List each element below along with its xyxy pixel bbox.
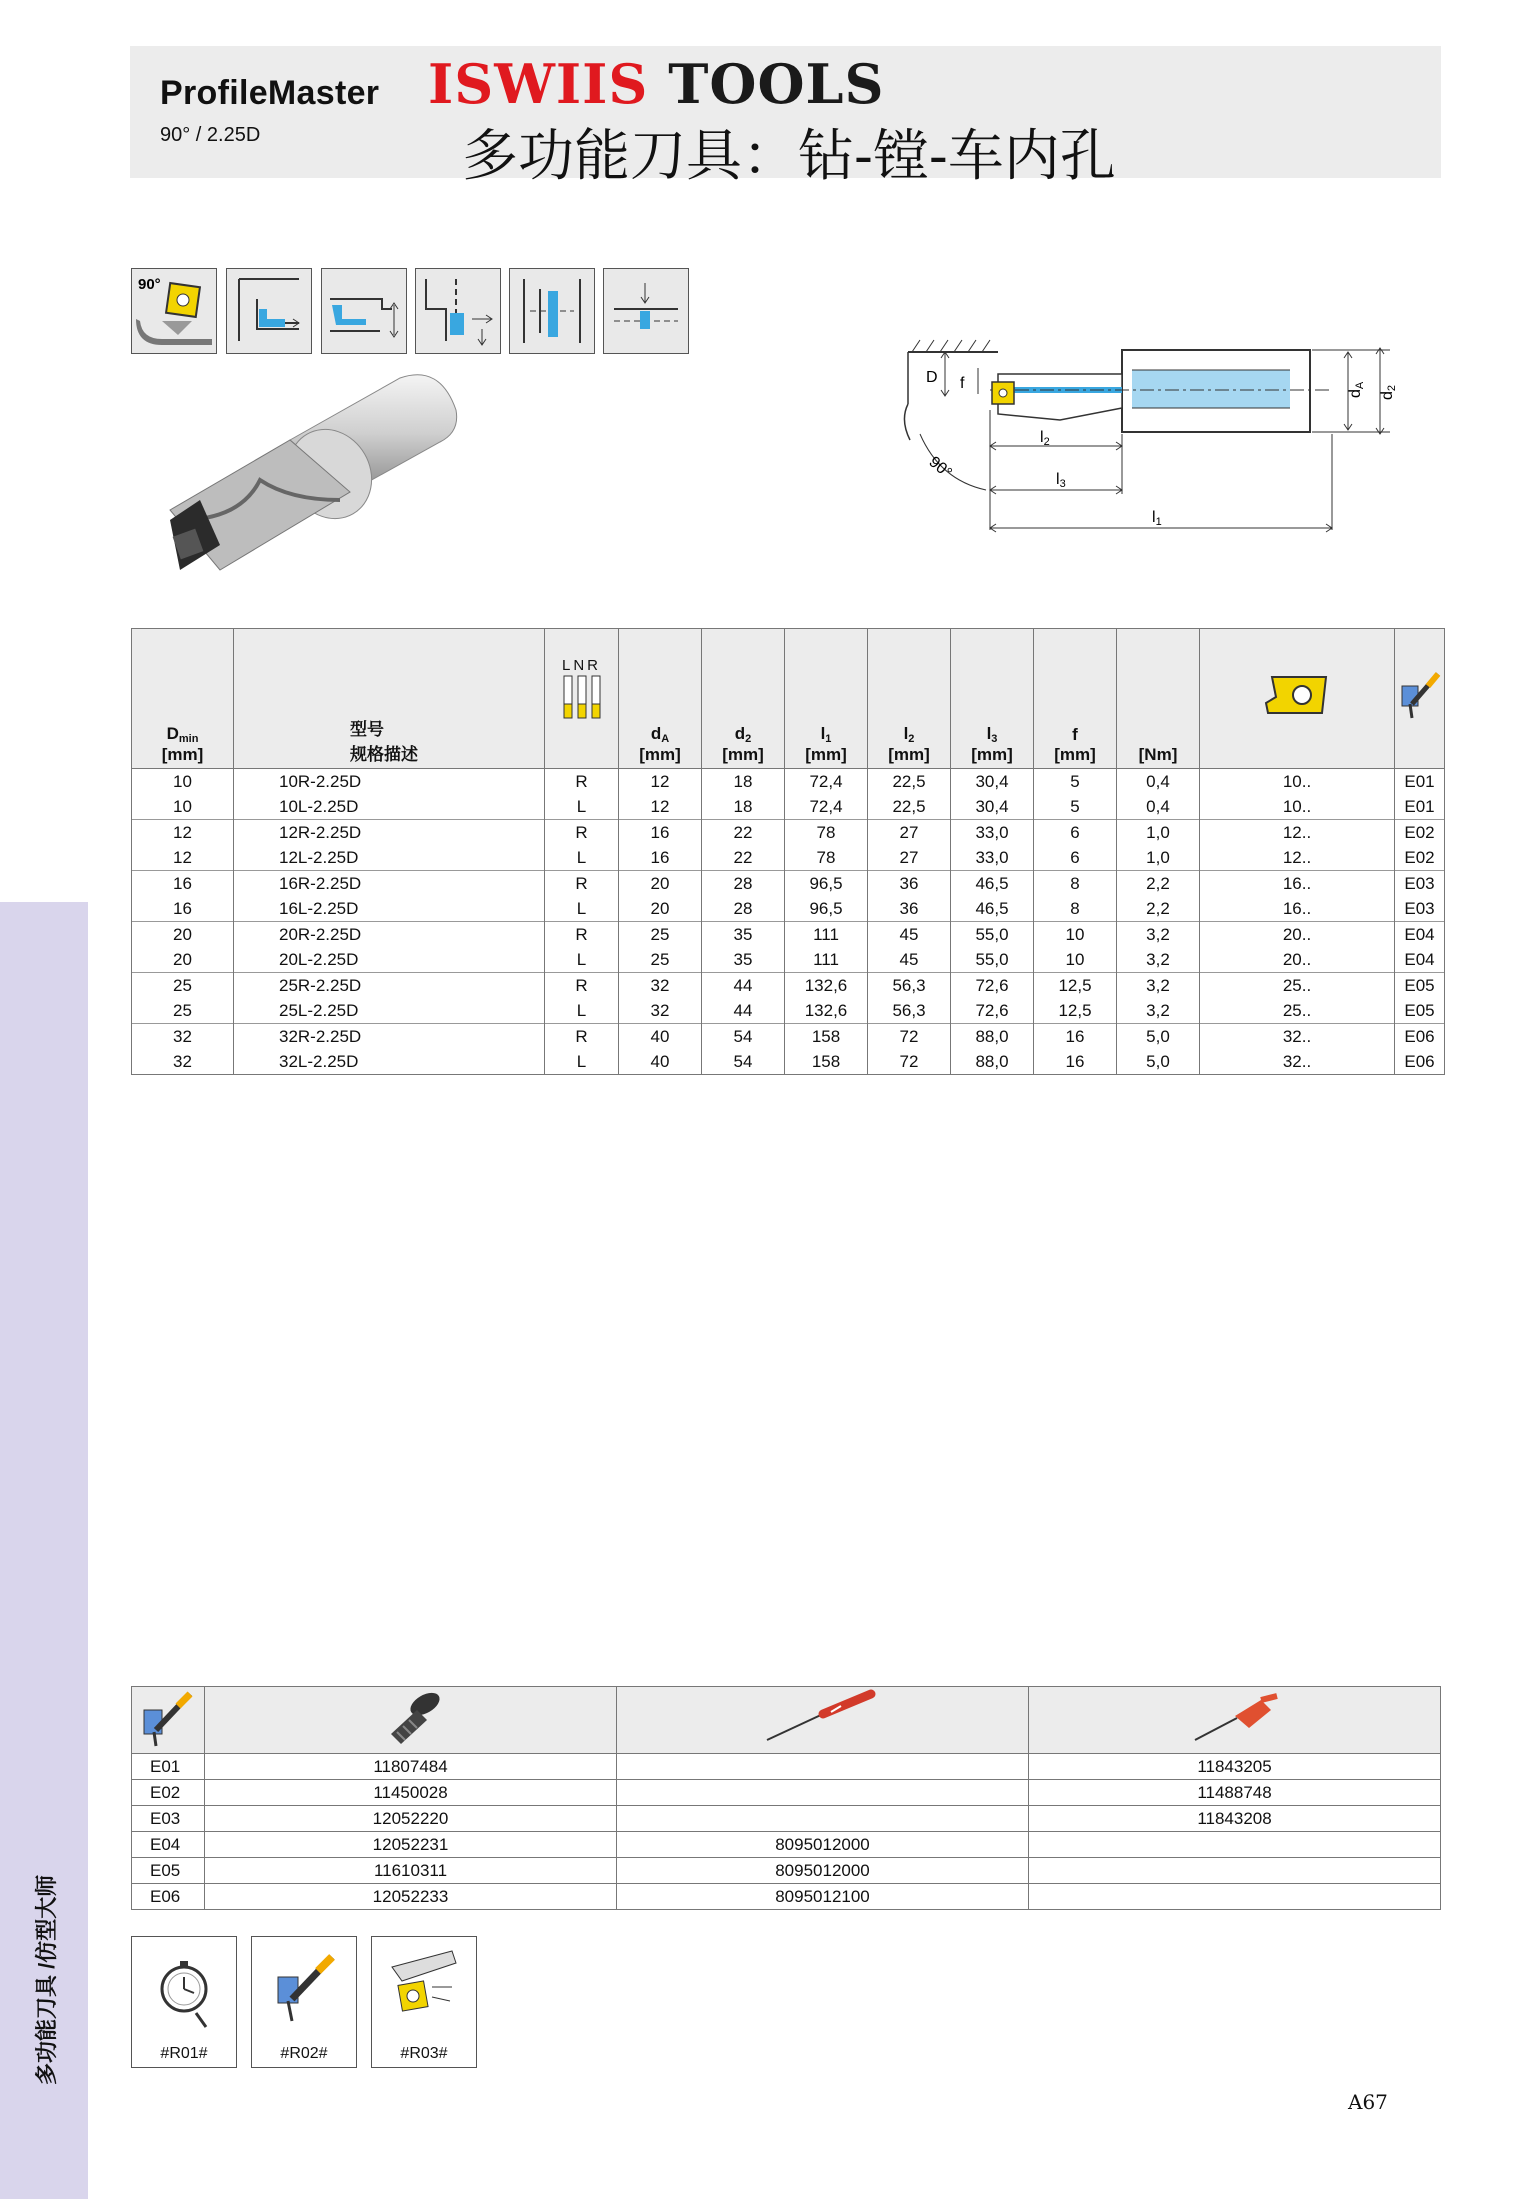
ref-box-r02[interactable]	[251, 1936, 357, 2068]
table-row	[132, 896, 1445, 922]
brand-logo	[428, 52, 884, 116]
cell-dmin: 25	[132, 973, 234, 999]
cell-l1: 158	[785, 1049, 868, 1075]
spare-cell-code: E04	[132, 1832, 205, 1858]
spare-cell-driver	[617, 1780, 1029, 1806]
cell-dmin: 16	[132, 871, 234, 897]
cell-code: E06	[1395, 1049, 1445, 1075]
cell-code: E02	[1395, 820, 1445, 846]
screwdriver-screw-icon	[1398, 670, 1442, 720]
col-d2: $d_2$ [mm]	[702, 629, 785, 769]
dim-angle: 90°	[925, 453, 955, 483]
ref-label-r01: #R01#	[160, 2045, 208, 2062]
ref-box-r03[interactable]	[371, 1936, 477, 2068]
col-l3: $l_3$ [mm]	[951, 629, 1034, 769]
angle-90-label: 90°	[138, 276, 161, 293]
cell-l1: 72,4	[785, 769, 868, 795]
cell-hand: R	[545, 973, 619, 999]
cell-f: 12,5	[1034, 973, 1117, 999]
cell-nm: 3,2	[1117, 922, 1200, 948]
cell-l1: 96,5	[785, 896, 868, 922]
cell-f: 12,5	[1034, 998, 1117, 1024]
cell-hand: R	[545, 922, 619, 948]
cell-dA: 25	[619, 947, 702, 973]
cell-l1: 158	[785, 1024, 868, 1050]
cell-desc: 12R-2.25D	[234, 820, 545, 846]
cell-l1: 96,5	[785, 871, 868, 897]
cell-desc: 10R-2.25D	[234, 769, 545, 795]
angle-90-icon	[131, 268, 217, 354]
cell-dA: 20	[619, 871, 702, 897]
spare-row	[132, 1806, 1441, 1832]
cell-hand: L	[545, 998, 619, 1024]
cell-d2: 22	[702, 820, 785, 846]
cell-l2: 45	[868, 947, 951, 973]
cell-d2: 44	[702, 998, 785, 1024]
cell-insert: 25..	[1200, 973, 1395, 999]
spare-col-code	[132, 1687, 205, 1754]
cell-nm: 3,2	[1117, 998, 1200, 1024]
cell-l1: 72,4	[785, 794, 868, 820]
cell-insert: 10..	[1200, 769, 1395, 795]
op-profiling-icon	[321, 268, 407, 354]
spare-row	[132, 1884, 1441, 1910]
cell-desc: 32L-2.25D	[234, 1049, 545, 1075]
cell-code: E01	[1395, 769, 1445, 795]
spare-cell-key	[1029, 1884, 1441, 1910]
cell-code: E01	[1395, 794, 1445, 820]
cell-insert: 32..	[1200, 1049, 1395, 1075]
insert-icon	[1262, 673, 1332, 717]
cell-dmin: 20	[132, 922, 234, 948]
cell-desc: 25R-2.25D	[234, 973, 545, 999]
cell-l2: 22,5	[868, 794, 951, 820]
cell-desc: 10L-2.25D	[234, 794, 545, 820]
cell-hand: L	[545, 794, 619, 820]
ref-label-r03: #R03#	[400, 2045, 448, 2062]
spare-row	[132, 1858, 1441, 1884]
spare-col-driver	[617, 1687, 1029, 1754]
cell-d2: 35	[702, 947, 785, 973]
spare-cell-code: E05	[132, 1858, 205, 1884]
cell-dmin: 12	[132, 845, 234, 871]
cell-insert: 32..	[1200, 1024, 1395, 1050]
cell-hand: L	[545, 947, 619, 973]
cell-desc: 16R-2.25D	[234, 871, 545, 897]
spare-cell-key: 11843205	[1029, 1754, 1441, 1780]
cell-d2: 22	[702, 845, 785, 871]
cell-l2: 36	[868, 871, 951, 897]
cell-nm: 1,0	[1117, 820, 1200, 846]
dim-D: D	[926, 369, 938, 386]
cell-code: E04	[1395, 922, 1445, 948]
cell-nm: 3,2	[1117, 973, 1200, 999]
cell-l3: 30,4	[951, 794, 1034, 820]
dim-dA: dA	[1347, 381, 1366, 398]
cell-hand: R	[545, 820, 619, 846]
table-row	[132, 794, 1445, 820]
op-plunging-icon	[603, 268, 689, 354]
brand-red: ISWIIS	[428, 52, 649, 116]
cell-code: E03	[1395, 896, 1445, 922]
spare-cell-key	[1029, 1858, 1441, 1884]
cell-hand: R	[545, 769, 619, 795]
cell-nm: 0,4	[1117, 794, 1200, 820]
cell-l3: 55,0	[951, 922, 1034, 948]
cell-insert: 16..	[1200, 871, 1395, 897]
cell-nm: 1,0	[1117, 845, 1200, 871]
cell-nm: 2,2	[1117, 871, 1200, 897]
cell-nm: 5,0	[1117, 1024, 1200, 1050]
page-title: 多功能刀具：钻-镗-车内孔	[462, 124, 1116, 189]
table-row	[132, 998, 1445, 1024]
spare-cell-screw: 11610311	[205, 1858, 617, 1884]
cell-l3: 55,0	[951, 947, 1034, 973]
dimensions-table	[131, 628, 1445, 1075]
col-l1: $l_1$ [mm]	[785, 629, 868, 769]
cell-dmin: 10	[132, 769, 234, 795]
cell-d2: 18	[702, 769, 785, 795]
table-row	[132, 1024, 1445, 1050]
cell-desc: 25L-2.25D	[234, 998, 545, 1024]
op-boring-icon	[226, 268, 312, 354]
cell-d2: 18	[702, 794, 785, 820]
cell-desc: 32R-2.25D	[234, 1024, 545, 1050]
col-l2: $l_2$ [mm]	[868, 629, 951, 769]
col-spares	[1395, 629, 1445, 769]
screwdriver-icon	[753, 1688, 893, 1748]
cell-f: 8	[1034, 871, 1117, 897]
cell-l1: 132,6	[785, 998, 868, 1024]
spare-cell-code: E02	[132, 1780, 205, 1806]
table-row	[132, 871, 1445, 897]
cell-dA: 40	[619, 1024, 702, 1050]
cell-d2: 28	[702, 896, 785, 922]
spare-cell-screw: 11450028	[205, 1780, 617, 1806]
col-torque: [Nm]	[1117, 629, 1200, 769]
spare-cell-screw: 11807484	[205, 1754, 617, 1780]
spare-cell-driver: 8095012000	[617, 1832, 1029, 1858]
spare-cell-driver	[617, 1806, 1029, 1832]
spare-cell-driver: 8095012100	[617, 1884, 1029, 1910]
cell-f: 16	[1034, 1024, 1117, 1050]
cell-dA: 32	[619, 973, 702, 999]
cell-d2: 44	[702, 973, 785, 999]
cell-l3: 33,0	[951, 820, 1034, 846]
spare-header-row	[132, 1687, 1441, 1754]
cell-dA: 12	[619, 769, 702, 795]
cell-f: 10	[1034, 922, 1117, 948]
dim-f: f	[960, 375, 965, 392]
cell-l1: 78	[785, 820, 868, 846]
dim-l3: l3	[1056, 471, 1066, 490]
cell-hand: R	[545, 1024, 619, 1050]
cell-code: E02	[1395, 845, 1445, 871]
cell-hand: L	[545, 896, 619, 922]
cell-dmin: 10	[132, 794, 234, 820]
cell-desc: 20L-2.25D	[234, 947, 545, 973]
cell-l1: 111	[785, 947, 868, 973]
brand-black: TOOLS	[668, 52, 885, 116]
cell-l3: 46,5	[951, 871, 1034, 897]
col-dmin: $D_{min}$ [mm]	[132, 629, 234, 769]
torx-key-icon	[1175, 1688, 1295, 1748]
table-row	[132, 973, 1445, 999]
col-hand: LNR	[545, 629, 619, 769]
screwdriver-screw-icon	[138, 1688, 198, 1748]
cell-dA: 25	[619, 922, 702, 948]
cell-nm: 3,2	[1117, 947, 1200, 973]
cell-dmin: 16	[132, 896, 234, 922]
cell-d2: 54	[702, 1024, 785, 1050]
cell-code: E05	[1395, 998, 1445, 1024]
cell-f: 6	[1034, 845, 1117, 871]
spare-cell-screw: 12052233	[205, 1884, 617, 1910]
cell-l3: 72,6	[951, 998, 1034, 1024]
cell-l2: 72	[868, 1024, 951, 1050]
cell-f: 6	[1034, 820, 1117, 846]
spare-parts-table	[131, 1686, 1441, 1910]
spare-col-key	[1029, 1687, 1441, 1754]
cell-desc: 20R-2.25D	[234, 922, 545, 948]
cell-code: E03	[1395, 871, 1445, 897]
spare-cell-code: E01	[132, 1754, 205, 1780]
ref-box-r01[interactable]	[131, 1936, 237, 2068]
cell-dA: 12	[619, 794, 702, 820]
cell-nm: 2,2	[1117, 896, 1200, 922]
cell-desc: 12L-2.25D	[234, 845, 545, 871]
cell-l3: 88,0	[951, 1024, 1034, 1050]
spare-cell-key: 11488748	[1029, 1780, 1441, 1806]
cell-l1: 111	[785, 922, 868, 948]
cell-dmin: 20	[132, 947, 234, 973]
table-row	[132, 769, 1445, 795]
cell-f: 16	[1034, 1049, 1117, 1075]
cell-insert: 25..	[1200, 998, 1395, 1024]
hand-lnr-icon	[558, 674, 606, 722]
cell-desc: 16L-2.25D	[234, 896, 545, 922]
cell-l2: 56,3	[868, 998, 951, 1024]
cell-d2: 54	[702, 1049, 785, 1075]
table-row	[132, 922, 1445, 948]
dim-l1: l1	[1152, 509, 1162, 528]
cell-insert: 12..	[1200, 820, 1395, 846]
cell-nm: 0,4	[1117, 769, 1200, 795]
page-number: A67	[1348, 2090, 1388, 2114]
cell-hand: L	[545, 1049, 619, 1075]
screw-icon	[371, 1688, 451, 1748]
cell-l3: 46,5	[951, 896, 1034, 922]
cell-dmin: 12	[132, 820, 234, 846]
spare-row	[132, 1832, 1441, 1858]
col-insert	[1200, 629, 1395, 769]
cell-hand: L	[545, 845, 619, 871]
cell-insert: 10..	[1200, 794, 1395, 820]
cell-dmin: 25	[132, 998, 234, 1024]
cell-l2: 27	[868, 820, 951, 846]
cell-l1: 132,6	[785, 973, 868, 999]
spare-cell-driver: 8095012000	[617, 1858, 1029, 1884]
product-name: ProfileMaster	[160, 74, 380, 112]
side-bar-label: 多功能刀具 /仿型大师	[34, 1874, 59, 2085]
cell-dA: 16	[619, 845, 702, 871]
product-photo	[140, 370, 480, 580]
cell-nm: 5,0	[1117, 1049, 1200, 1075]
dim-d2: d2	[1379, 384, 1398, 400]
spare-cell-code: E03	[132, 1806, 205, 1832]
table-row	[132, 820, 1445, 846]
table-row	[132, 1049, 1445, 1075]
table-header-row	[132, 629, 1445, 769]
cell-code: E06	[1395, 1024, 1445, 1050]
cell-l2: 72	[868, 1049, 951, 1075]
op-drilling-icon	[509, 268, 595, 354]
spare-cell-screw: 12052231	[205, 1832, 617, 1858]
cell-d2: 35	[702, 922, 785, 948]
cell-dA: 20	[619, 896, 702, 922]
cell-l3: 88,0	[951, 1049, 1034, 1075]
cell-d2: 28	[702, 871, 785, 897]
ref-label-r02: #R02#	[280, 2045, 328, 2062]
spare-cell-key: 11843208	[1029, 1806, 1441, 1832]
col-dA: $d_A$ [mm]	[619, 629, 702, 769]
cell-dmin: 32	[132, 1024, 234, 1050]
spare-cell-code: E06	[132, 1884, 205, 1910]
dim-l2: l2	[1040, 429, 1050, 448]
cell-l3: 72,6	[951, 973, 1034, 999]
spare-row	[132, 1754, 1441, 1780]
product-angle: 90° / 2.25D	[160, 124, 261, 146]
cell-dmin: 32	[132, 1049, 234, 1075]
spare-col-screw	[205, 1687, 617, 1754]
cell-insert: 20..	[1200, 922, 1395, 948]
col-model: 型号 规格描述	[234, 629, 545, 769]
col-f: f [mm]	[1034, 629, 1117, 769]
cell-dA: 16	[619, 820, 702, 846]
cell-l2: 45	[868, 922, 951, 948]
cell-hand: R	[545, 871, 619, 897]
cell-code: E04	[1395, 947, 1445, 973]
spare-cell-key	[1029, 1832, 1441, 1858]
cell-l2: 22,5	[868, 769, 951, 795]
cell-insert: 20..	[1200, 947, 1395, 973]
cell-f: 5	[1034, 769, 1117, 795]
op-facing-icon	[415, 268, 501, 354]
spare-cell-screw: 12052220	[205, 1806, 617, 1832]
cell-dA: 32	[619, 998, 702, 1024]
table-row	[132, 947, 1445, 973]
cell-l3: 30,4	[951, 769, 1034, 795]
cell-f: 5	[1034, 794, 1117, 820]
table-row	[132, 845, 1445, 871]
cell-l2: 27	[868, 845, 951, 871]
cell-code: E05	[1395, 973, 1445, 999]
spare-row	[132, 1780, 1441, 1806]
cell-insert: 16..	[1200, 896, 1395, 922]
spare-cell-driver	[617, 1754, 1029, 1780]
cell-l2: 36	[868, 896, 951, 922]
cell-l2: 56,3	[868, 973, 951, 999]
cell-insert: 12..	[1200, 845, 1395, 871]
cell-f: 8	[1034, 896, 1117, 922]
cell-f: 10	[1034, 947, 1117, 973]
cell-l1: 78	[785, 845, 868, 871]
technical-drawing	[890, 330, 1420, 550]
cell-dA: 40	[619, 1049, 702, 1075]
cell-l3: 33,0	[951, 845, 1034, 871]
